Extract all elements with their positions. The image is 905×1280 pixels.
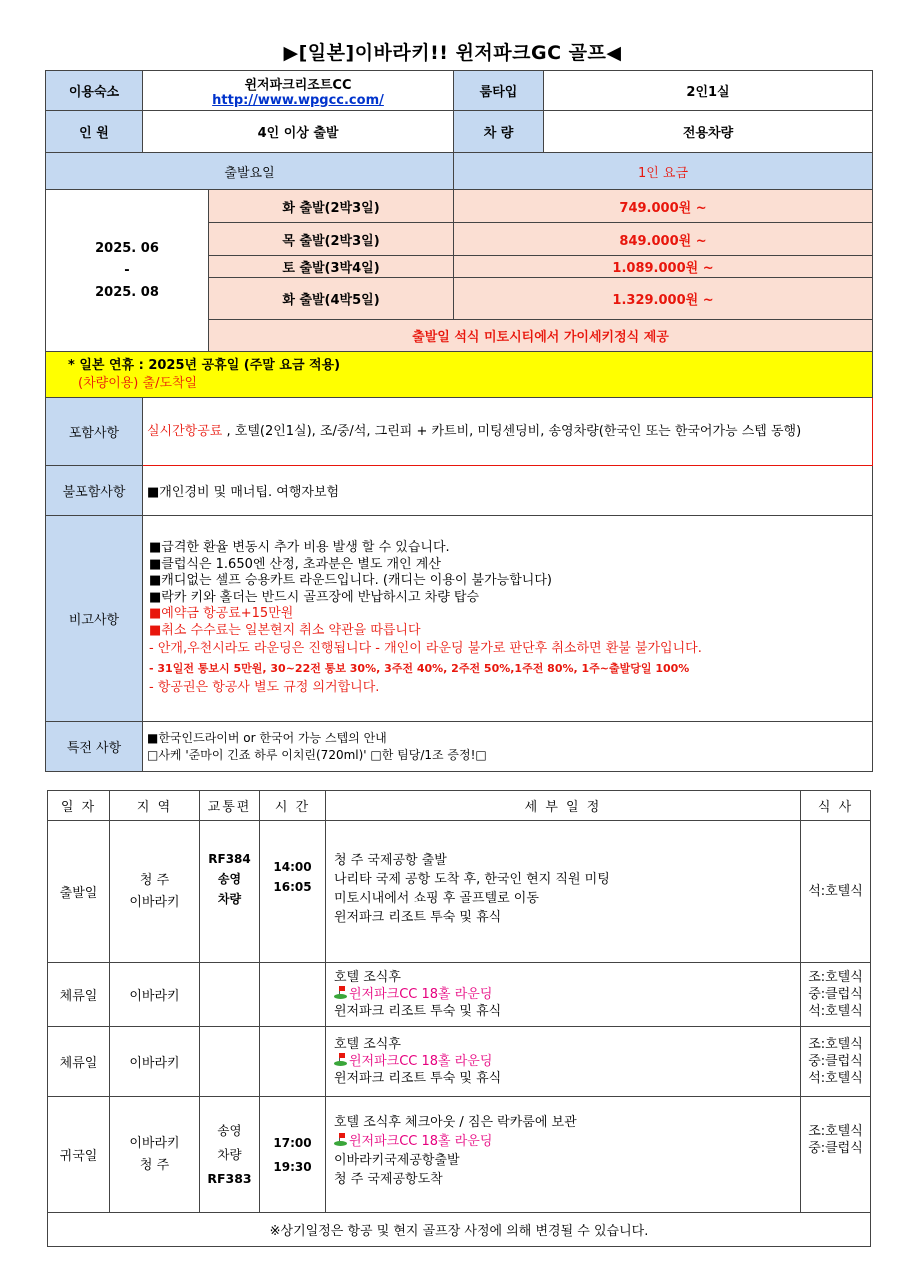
golf-flag-icon (334, 986, 347, 999)
day4-meal: 중:클럽식 (808, 1141, 863, 1156)
people-value: 4인 이상 출발 (143, 111, 454, 153)
departure-day-2: 목 출발(2박3일) (209, 223, 454, 256)
remark-line: ■락카 키와 홀더는 반드시 골프장에 반납하시고 차량 탑승 (149, 589, 480, 605)
itinerary-footer-note: ※상기일정은 항공 및 현지 골프장 사정에 의해 변경될 수 있습니다. (48, 1213, 871, 1247)
header-day: 일 자 (48, 791, 110, 821)
day3-details (326, 1027, 801, 1097)
day4-label: 귀국일 (48, 1097, 110, 1213)
day4-details (326, 1097, 801, 1213)
period-start: 2025. 06 (95, 240, 159, 256)
day4-time2: 19:30 (273, 1159, 312, 1174)
golf-flag-icon (334, 1133, 347, 1146)
day2-meals (801, 963, 871, 1027)
day4-item: 청 주 국제공항도착 (334, 1172, 443, 1187)
itinerary-table (47, 790, 871, 1247)
page-title: ▶[일본]이바라키!! 윈저파크GC 골프◀ (283, 42, 622, 64)
header-meals: 식 사 (801, 791, 871, 821)
price-header: 1인 요금 (454, 153, 873, 190)
day3-time (260, 1027, 326, 1097)
departure-day-4: 화 출발(4박5일) (209, 278, 454, 320)
day4-times (260, 1097, 326, 1213)
day1-item: 미토시내에서 쇼핑 후 골프텔로 이동 (334, 891, 539, 906)
included-airfare: 실시간항공료 (147, 424, 223, 439)
day4-region (110, 1097, 200, 1213)
day3-transport (200, 1027, 260, 1097)
day1-item: 나리타 국제 공항 도착 후, 한국인 현지 직원 미팅 (334, 872, 610, 887)
day1-transport3: 차량 (217, 892, 242, 906)
remark-line-red: - 안개,우천시라도 라운딩은 진행됩니다 - 개인이 라운딩 불가로 판단후 취소하면 환불 불가입니다. (149, 641, 702, 657)
remark-line-red: ■예약금 항공료+15만원 (149, 606, 294, 622)
accommodation-label: 이용숙소 (46, 71, 143, 111)
included-label: 포함사항 (46, 398, 143, 466)
day3-meal: 석:호텔식 (808, 1071, 863, 1086)
header-transport: 교통편 (200, 791, 260, 821)
day1-region2: 이바라키 (129, 894, 180, 910)
day1-time2: 16:05 (273, 880, 312, 894)
day4-transport1: 송영 (217, 1122, 242, 1138)
day2-meal: 중:클럽식 (808, 987, 863, 1002)
remark-line: ■급격한 환율 변동시 추가 비용 발생 할 수 있습니다. (149, 540, 450, 556)
day2-details (326, 963, 801, 1027)
day2-time (260, 963, 326, 1027)
day3-golf (334, 1053, 792, 1070)
day2-item: 윈저파크 리조트 투숙 및 휴식 (334, 1004, 502, 1019)
people-label: 인 원 (46, 111, 143, 153)
day4-meals (801, 1097, 871, 1213)
day4-golf (334, 1132, 792, 1151)
holiday-note-line2: (차량이용) 출/도착일 (78, 375, 198, 391)
day1-time1: 14:00 (273, 860, 312, 874)
day3-region: 이바라키 (110, 1027, 200, 1097)
day4-time1: 17:00 (273, 1135, 312, 1150)
day4-item: 호텔 조식후 체크아웃 / 짐은 락카룸에 보관 (334, 1115, 577, 1130)
day2-meal: 석:호텔식 (808, 1004, 863, 1019)
day2-golf (334, 986, 792, 1003)
departure-day-1: 화 출발(2박3일) (209, 190, 454, 223)
header-region: 지 역 (110, 791, 200, 821)
price-1: 749.000원 ~ (454, 190, 873, 223)
day1-meals (801, 821, 871, 963)
day1-item: 윈저파크 리조트 투숙 및 휴식 (334, 910, 502, 925)
excluded-label: 불포함사항 (46, 466, 143, 516)
accommodation-name: 윈저파크리조트CC (244, 77, 352, 93)
day4-region1: 이바라키 (129, 1135, 180, 1151)
room-type-label: 룸타입 (454, 71, 544, 111)
remark-line-red: - 31일전 통보시 5만원, 30~22전 통보 30%, 3주전 40%, 2주전 50%,1주전 80%, 1주~출발당일 100% (149, 661, 690, 675)
remark-line: ■클럽식은 1.650엔 산정, 초과분은 별도 개인 계산 (149, 556, 441, 572)
remarks-label: 비고사항 (46, 516, 143, 722)
day2-item: 호텔 조식후 (334, 970, 401, 985)
day4-golf-text: 윈저파크CC 18홀 라운딩 (349, 1134, 493, 1149)
day1-item: 청 주 국제공항 출발 (334, 853, 447, 868)
itinerary-row-day1 (48, 821, 871, 963)
special-line2: □사케 '준마이 긴죠 하루 이치린(720ml)' □한 팀당/1조 증정!□ (147, 747, 487, 762)
special-text (143, 722, 873, 772)
day3-golf-text: 윈저파크CC 18홀 라운딩 (349, 1054, 493, 1069)
day2-label: 체류일 (48, 963, 110, 1027)
day2-golf-text: 윈저파크CC 18홀 라운딩 (349, 987, 493, 1002)
period-end: 2025. 08 (95, 284, 159, 300)
holiday-note (46, 352, 873, 398)
header-time: 시 간 (260, 791, 326, 821)
day2-region: 이바라키 (110, 963, 200, 1027)
itinerary-row-day4 (48, 1097, 871, 1213)
day1-transport (200, 821, 260, 963)
day4-transport2: 차량 (217, 1146, 242, 1162)
remark-line-red: ■취소 수수료는 일본현지 취소 약관을 따릅니다 (149, 622, 421, 638)
itinerary-row-day2 (48, 963, 871, 1027)
day1-region (110, 821, 200, 963)
day3-item: 호텔 조식후 (334, 1037, 401, 1052)
day1-label: 출발일 (48, 821, 110, 963)
period-dash: - (124, 262, 130, 278)
room-type-value: 2인1실 (544, 71, 873, 111)
itinerary-row-day3 (48, 1027, 871, 1097)
remark-line-red: - 항공권은 항공사 별도 규정 의거합니다. (149, 680, 380, 696)
period-cell (46, 190, 209, 352)
special-line1: ■한국인드라이버 or 한국어 가능 스텝의 안내 (147, 730, 387, 745)
day2-meal: 조:호텔식 (808, 970, 863, 985)
day4-item: 이바라키국제공항출발 (334, 1153, 460, 1168)
day1-transport2: 송영 (217, 872, 242, 886)
price-4: 1.329.000원 ~ (454, 278, 873, 320)
dinner-note: 출발일 석식 미토시티에서 가이세키정식 제공 (209, 320, 873, 352)
excluded-text: ■개인경비 및 매너팁. 여행자보험 (143, 466, 873, 516)
day1-meal: 석:호텔식 (808, 884, 863, 899)
vehicle-value: 전용차량 (544, 111, 873, 153)
price-3: 1.089.000원 ~ (454, 256, 873, 278)
day3-label: 체류일 (48, 1027, 110, 1097)
day3-meals (801, 1027, 871, 1097)
day4-transport (200, 1097, 260, 1213)
remark-line: ■캐디없는 셀프 승용카트 라운드입니다. (캐디는 이용이 불가능합니다) (149, 573, 552, 589)
golf-flag-icon (334, 1053, 347, 1066)
day3-meal: 중:클럽식 (808, 1054, 863, 1069)
day3-item: 윈저파크 리조트 투숙 및 휴식 (334, 1071, 502, 1086)
special-label: 특전 사항 (46, 722, 143, 772)
header-details: 세 부 일 정 (326, 791, 801, 821)
departure-day-3: 토 출발(3박4일) (209, 256, 454, 278)
day1-details (326, 821, 801, 963)
price-2: 849.000원 ~ (454, 223, 873, 256)
vehicle-label: 차 량 (454, 111, 544, 153)
day4-flight: RF383 (207, 1170, 252, 1186)
day1-region1: 청 주 (139, 872, 170, 888)
day2-transport (200, 963, 260, 1027)
day4-meal: 조:호텔식 (808, 1124, 863, 1139)
day1-flight: RF384 (208, 852, 251, 866)
departure-day-header: 출발요일 (46, 153, 454, 190)
included-rest: , 호텔(2인1실), 조/중/석, 그린피 + 카트비, 미팅센딩비, 송영차량(한국인 또는 한국어가능 스텝 동행) (222, 424, 802, 439)
day1-times (260, 821, 326, 963)
included-text (143, 398, 873, 466)
day4-region2: 청 주 (139, 1157, 170, 1173)
holiday-note-line1: * 일본 연휴 : 2025년 공휴일 (주말 요금 적용) (68, 357, 341, 373)
remarks-text (143, 516, 873, 722)
day3-meal: 조:호텔식 (808, 1037, 863, 1052)
package-info-table (45, 70, 873, 772)
accommodation-cell (143, 71, 454, 111)
accommodation-url-link[interactable]: http://www.wpgcc.com/ (212, 92, 384, 108)
